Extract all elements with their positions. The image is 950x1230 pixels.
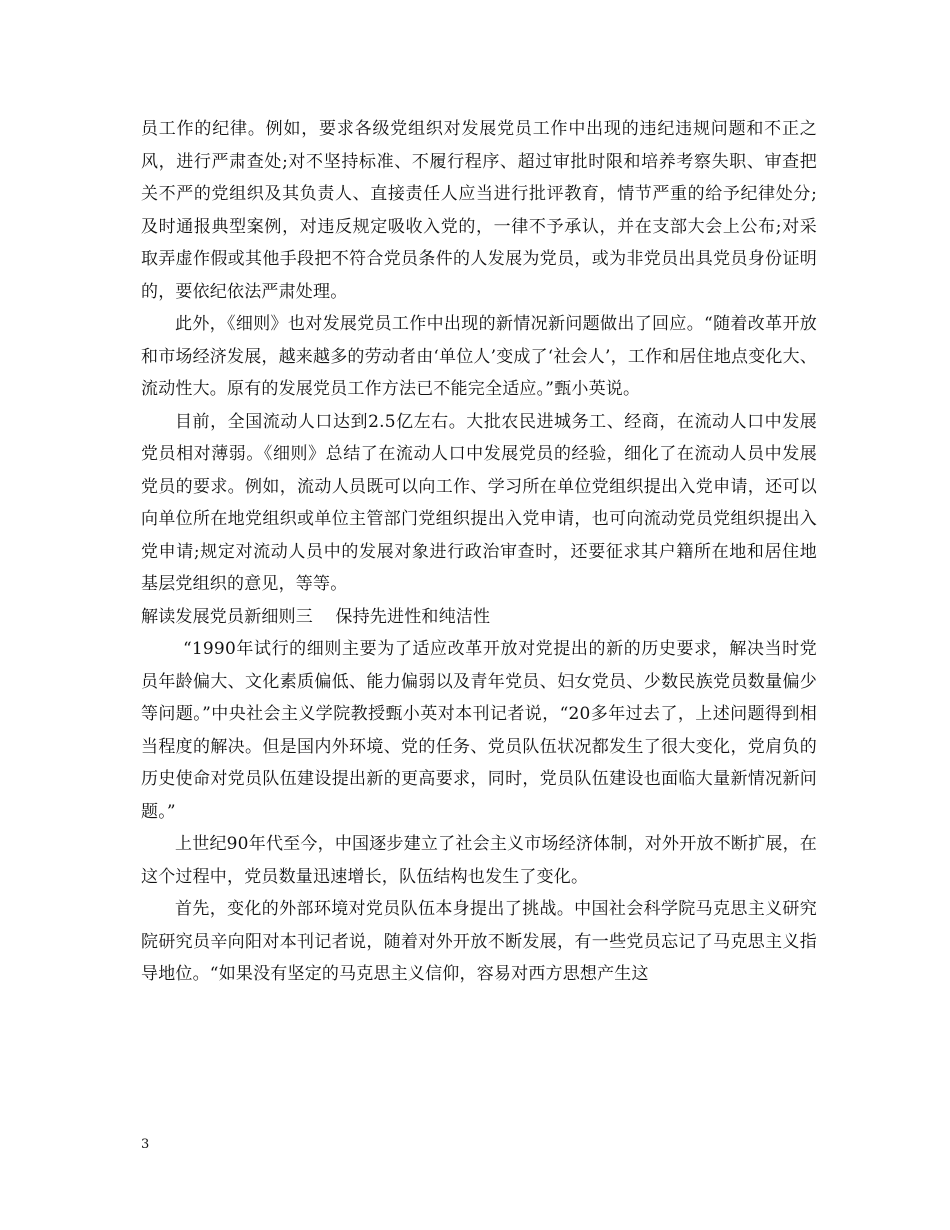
section-heading: 解读发展党员新细则三 保持先进性和纯洁性 xyxy=(141,606,491,627)
paragraph-party-discipline: 员工作的纪律。例如，要求各级党组织对发展党员工作中出现的违纪违规问题和不正之风，进行严肃查处;对不坚持标准、不履行程序、超过审批时限和培养考察失职、审查把关不严的党组织及其负责人、直接责任人应当进行批评教育，情节严重的给予纪律处分;及时通报典型案例，对违反规定吸收入党的，一律不予承认，并在支部大会上公布;对采取弄虚作假或其他手段把不符合党员条件的人发展为党员，或为非党员出具党员身份证明的，要依纪依法严肃处理。 xyxy=(141,119,817,302)
paragraph-external-challenges: 首先，变化的外部环境对党员队伍本身提出了挑战。中国社会科学院马克思主义研究院研究员辛向阳对本刊记者说，随着对外开放不断发展，有一些党员忘记了马克思主义指导地位。“如果没有坚定的马克思主义信仰，容易对西方思想产生这 xyxy=(141,899,817,984)
paragraph-floating-population: 目前，全国流动人口达到2.5亿左右。大批农民进城务工、经商，在流动人口中发展党员相对薄弱。《细则》总结了在流动人口中发展党员的经验，细化了在流动人员中发展党员的要求。例如，流动人员既可以向工作、学习所在单位党组织提出入党申请，还可以向单位所在地党组织或单位主管部门党组织提出入党申请，也可向流动党员党组织提出入党申请;规定对流动人员中的发展对象进行政治审查时，还要征求其户籍所在地和居住地基层党组织的意见，等等。 xyxy=(141,411,817,594)
paragraph-1990s-to-now: 上世纪90年代至今，中国逐步建立了社会主义市场经济体制，对外开放不断扩展，在这个过程中，党员数量迅速增长，队伍结构也发生了变化。 xyxy=(141,834,817,887)
paragraph-1990-rules-quote: “1990年试行的细则主要为了适应改革开放对党提出的新的历史要求，解决当时党员年龄偏大、文化素质偏低、能力偏弱以及青年党员、妇女党员、少数民族党员数量偏少等问题。”中央社会主义学院教授甄小英对本刊记者说，“20多年过去了，上述问题得到相当程度的解决。但是国内外环境、党的任务、党员队伍状况都发生了很大变化，党肩负的历史使命对党员队伍建设提出新的更高要求，同时，党员队伍建设也面临大量新情况新问题。” xyxy=(141,639,817,822)
paragraph-new-situations: 此外，《细则》也对发展党员工作中出现的新情况新问题做出了回应。“随着改革开放和市场经济发展，越来越多的劳动者由‘单位人’变成了‘社会人’，工作和居住地点变化大、流动性大。原有的发展党员工作方法已不能完全适应。”甄小英说。 xyxy=(141,314,818,399)
page-number: 3 xyxy=(141,1137,150,1152)
document-body xyxy=(141,113,817,991)
